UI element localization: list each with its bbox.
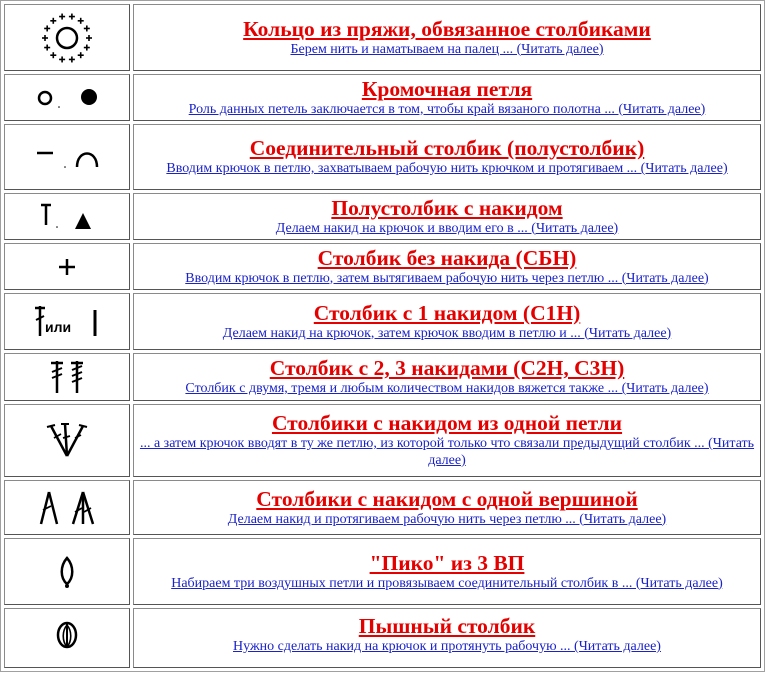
stitch-title-link[interactable]: Кольцо из пряжи, обвязанное столбиками [243,16,651,41]
description-cell [133,243,761,290]
stitch-description-link[interactable]: Вводим крючок в петлю, захватываем рабочую нить крючком и протягиваем ... (Читать далее) [166,161,728,176]
edge-loop-icon [27,83,107,113]
symbol-cell [4,74,130,121]
stitch-description-link[interactable]: Делаем накид и протягиваем рабочую нить через петлю ... (Читать далее) [227,511,667,527]
table-row [4,608,761,668]
treble-crochet-icon [37,357,97,397]
table-row [4,243,761,290]
description-cell [133,4,761,71]
symbol-cell [4,353,130,401]
description-cell [133,404,761,477]
double-crochet-icon [27,302,107,342]
symbol-cell [4,193,130,240]
single-crochet-icon [47,252,87,282]
picot-icon [52,552,82,592]
stitch-description-link[interactable]: Делаем накид на крючок и вводим его в ... (Читать далее) [275,220,619,236]
table-row [4,124,761,190]
slip-stitch-icon [27,139,107,175]
or-label: или [45,318,72,335]
ring-of-stitches-icon [37,8,97,68]
symbol-cell [4,4,130,71]
table-row [4,480,761,535]
table-row [4,4,761,71]
stitch-description-link[interactable]: ... а затем крючок вводят в ту же петлю, из которой только что связали предыдущий столбик ... (Читать далее) [139,436,755,468]
description-cell [133,608,761,668]
stitch-title-link[interactable]: Соединительный столбик (полустолбик) [249,136,645,160]
table-row [4,293,761,350]
symbol-cell [4,404,130,477]
symbol-cell [4,538,130,605]
symbol-cell [4,293,130,350]
description-cell [133,74,761,121]
description-cell [133,353,761,401]
description-cell [133,124,761,190]
stitch-title-link[interactable]: "Пико" из 3 ВП [369,550,525,575]
table-row [4,353,761,401]
stitch-description-link[interactable]: Вводим крючок в петлю, затем вытягиваем рабочую нить через петлю ... (Читать далее) [185,270,709,286]
stitch-description-link[interactable]: Берем нить и наматываем на палец ... (Читать далее) [290,41,604,57]
stitch-description-link[interactable]: Делаем накид на крючок, затем крючок вводим в петлю и ... (Читать далее) [222,325,672,341]
table-row [4,404,761,477]
symbol-cell [4,608,130,668]
stitch-title-link[interactable]: Столбик с 2, 3 накидами (С2Н, С3Н) [269,356,625,380]
increase-stitches-icon [37,416,97,466]
description-cell [133,193,761,240]
stitch-title-link[interactable]: Столбики с накидом с одной вершиной [256,486,638,511]
stitch-title-link[interactable]: Столбики с накидом из одной петли [271,411,623,435]
stitch-title-link[interactable]: Столбик без накида (СБН) [317,245,577,270]
stitch-description-link[interactable]: Набираем три воздушных петли и провязываем соединительный столбик в ... (Читать далее) [171,575,723,591]
symbol-cell [4,124,130,190]
stitch-title-link[interactable]: Столбик с 1 накидом (С1Н) [313,300,581,325]
stitch-description-link[interactable]: Роль данных петель заключается в том, чтобы край вязаного полотна ... (Читать далее) [188,101,706,117]
table-row [4,193,761,240]
symbol-cell [4,480,130,535]
description-cell [133,538,761,605]
half-double-crochet-icon [27,199,107,235]
symbol-cell [4,243,130,290]
table-row [4,538,761,605]
stitch-title-link[interactable]: Пышный столбик [358,614,536,638]
stitch-description-link[interactable]: Столбик с двумя, тремя и любым количеством накидов вяжется также ... (Читать далее) [185,381,709,396]
decrease-stitches-icon [27,486,107,530]
stitch-description-link[interactable]: Нужно сделать накид на крючок и протянуть рабочую ... (Читать далее) [233,639,661,654]
description-cell [133,293,761,350]
stitch-title-link[interactable]: Полустолбик с накидом [331,195,563,220]
table-row [4,74,761,121]
stitch-title-link[interactable]: Кромочная петля [361,76,533,101]
puff-stitch-icon [52,619,82,653]
description-cell [133,480,761,535]
